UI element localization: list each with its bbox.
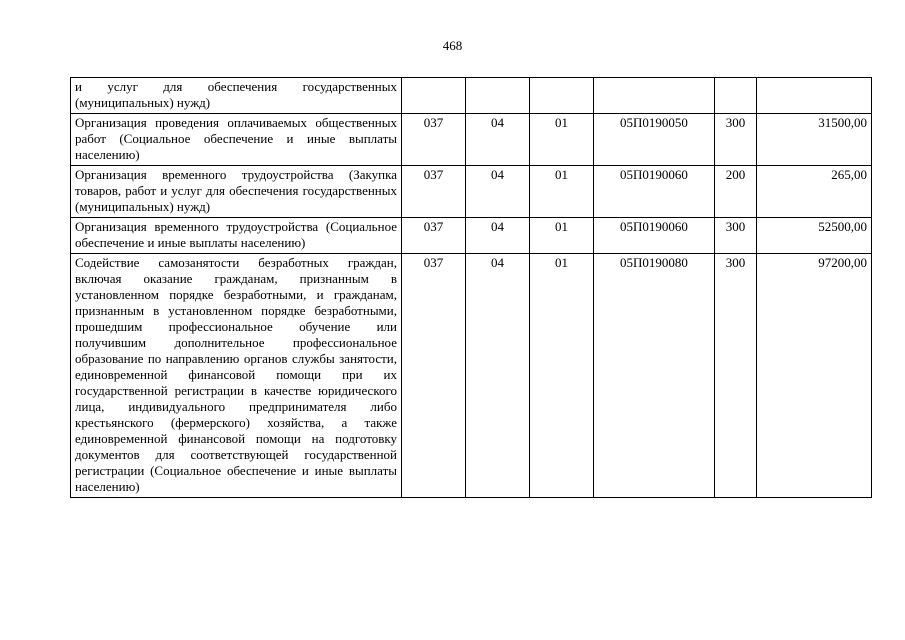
- amount: 265,00: [757, 166, 872, 218]
- page-number: 468: [442, 38, 463, 53]
- section-code: 04: [466, 218, 530, 254]
- row-description: Содействие самозанятости безработных граждан, включая оказание гражданам, признанным в установленном порядке безработными, и гражданам, признанным в установленном порядке безработными, прошедшим профессиональное обучение или получившим дополнительное профессиональное образование по направлению органов службы занятости, единовременной финансовой помощи при их государственной регистрации в качестве юридического лица, индивидуального предпринимателя либо крестьянского (фермерского) хозяйства, а также единовременной финансовой помощи на подготовку документов для соответствующей государственной регистрации (Социальное обеспечение и иные выплаты населению): [71, 254, 402, 498]
- subsection-code: 01: [530, 254, 594, 498]
- target-article-code: [594, 78, 715, 114]
- section-code: 04: [466, 114, 530, 166]
- amount: 31500,00: [757, 114, 872, 166]
- row-description: Организация проведения оплачиваемых общественных работ (Социальное обеспечение и иные выплаты населению): [71, 114, 402, 166]
- section-code: 04: [466, 166, 530, 218]
- subsection-code: 01: [530, 114, 594, 166]
- table-row: [71, 254, 872, 498]
- expense-type-code: 300: [715, 114, 757, 166]
- table-row: [71, 78, 872, 114]
- target-article-code: 05П0190050: [594, 114, 715, 166]
- expense-type-code: 300: [715, 254, 757, 498]
- budget-table: [70, 77, 872, 498]
- section-code: [466, 78, 530, 114]
- row-description: Организация временного трудоустройства (Закупка товаров, работ и услуг для обеспечения государственных (муниципальных) нужд): [71, 166, 402, 218]
- amount: [757, 78, 872, 114]
- expense-type-code: 200: [715, 166, 757, 218]
- target-article-code: 05П0190060: [594, 166, 715, 218]
- subsection-code: [530, 78, 594, 114]
- ministry-code: 037: [402, 114, 466, 166]
- table-row: [71, 114, 872, 166]
- amount: 52500,00: [757, 218, 872, 254]
- target-article-code: 05П0190060: [594, 218, 715, 254]
- expense-type-code: 300: [715, 218, 757, 254]
- subsection-code: 01: [530, 166, 594, 218]
- row-description: Организация временного трудоустройства (Социальное обеспечение и иные выплаты населению): [71, 218, 402, 254]
- target-article-code: 05П0190080: [594, 254, 715, 498]
- ministry-code: [402, 78, 466, 114]
- expense-type-code: [715, 78, 757, 114]
- table-row: [71, 218, 872, 254]
- amount: 97200,00: [757, 254, 872, 498]
- section-code: 04: [466, 254, 530, 498]
- row-description: и услуг для обеспечения государственных (муниципальных) нужд): [71, 78, 402, 114]
- ministry-code: 037: [402, 254, 466, 498]
- subsection-code: 01: [530, 218, 594, 254]
- ministry-code: 037: [402, 218, 466, 254]
- ministry-code: 037: [402, 166, 466, 218]
- table-row: [71, 166, 872, 218]
